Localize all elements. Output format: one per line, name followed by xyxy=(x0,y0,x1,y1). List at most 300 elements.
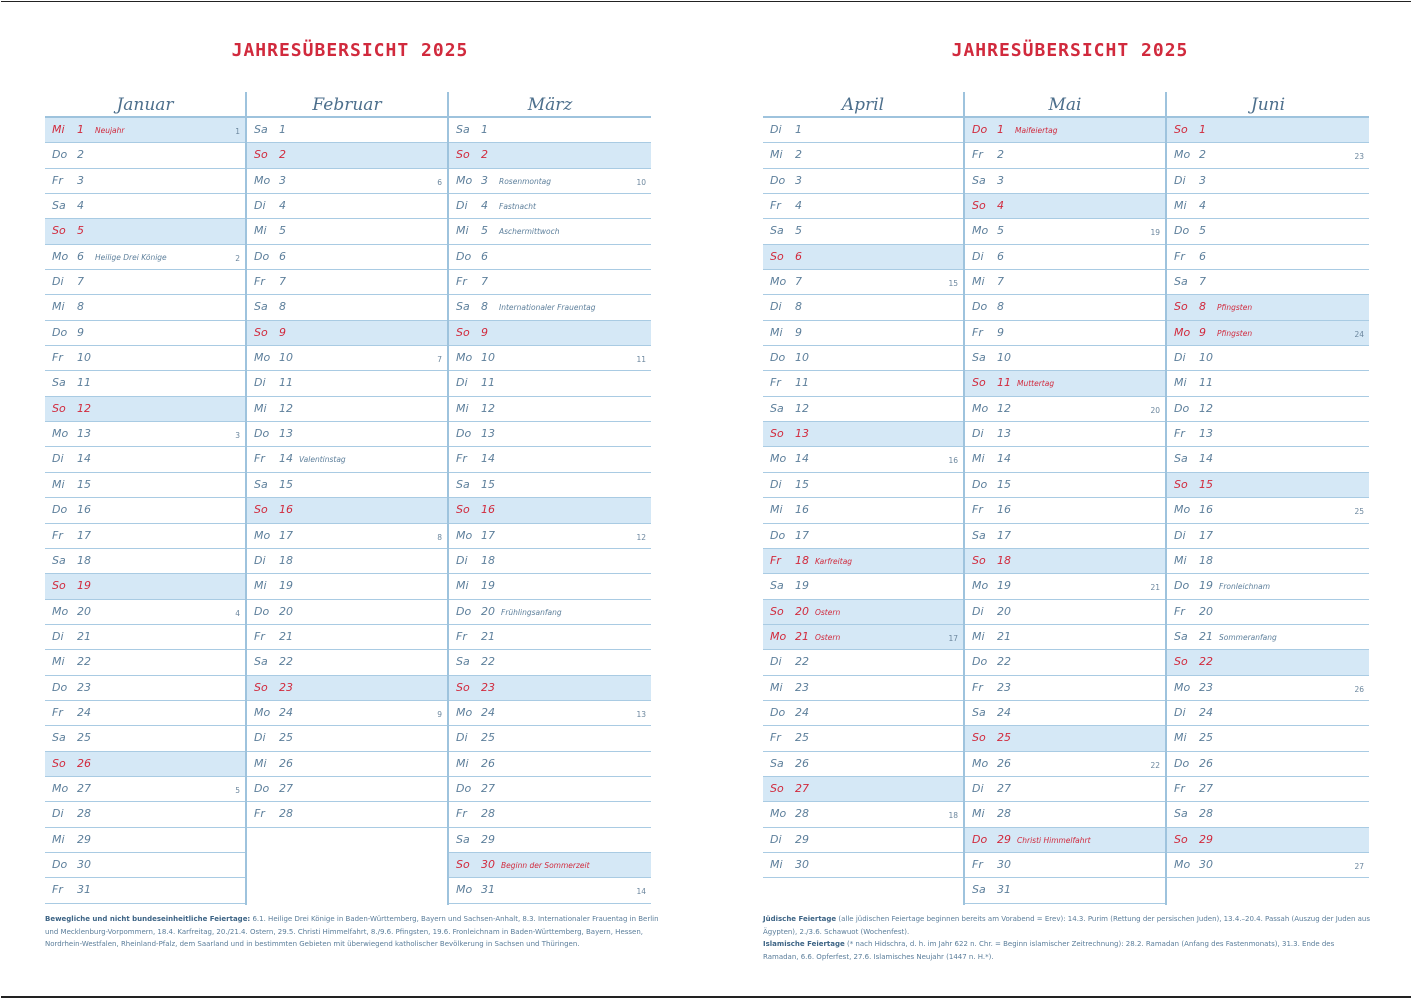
day-row[interactable] xyxy=(45,270,245,295)
day-row[interactable] xyxy=(45,549,245,574)
day-row[interactable] xyxy=(763,143,963,168)
day-row[interactable] xyxy=(45,574,245,599)
day-row[interactable] xyxy=(247,169,447,194)
day-number: 12 xyxy=(481,401,495,415)
day-row[interactable] xyxy=(965,321,1165,346)
day-row[interactable] xyxy=(247,625,447,650)
day-row[interactable] xyxy=(965,245,1165,270)
weekday: Sa xyxy=(972,705,986,719)
weekday: Fr xyxy=(770,199,781,213)
day-row[interactable] xyxy=(763,346,963,371)
week-number: 13 xyxy=(636,709,646,719)
day-number: 14 xyxy=(1199,452,1213,466)
day-number: 1 xyxy=(795,123,802,136)
week-number: 16 xyxy=(948,456,958,466)
day-number: 6 xyxy=(279,249,286,263)
day-row[interactable] xyxy=(763,777,963,802)
day-row[interactable] xyxy=(763,473,963,498)
holiday-label: Beginn der Sommerzeit xyxy=(501,860,590,870)
day-row[interactable] xyxy=(449,726,651,751)
day-row[interactable] xyxy=(763,447,963,472)
day-row[interactable] xyxy=(1167,270,1369,295)
weekday: Mo xyxy=(770,807,787,821)
weekday: Mi xyxy=(254,224,267,238)
day-number: 17 xyxy=(997,528,1011,542)
day-row[interactable] xyxy=(1167,371,1369,396)
day-row[interactable] xyxy=(449,194,651,219)
day-number: 4 xyxy=(997,199,1004,213)
day-row[interactable] xyxy=(1167,295,1369,320)
holiday-label: Pfingsten xyxy=(1217,303,1253,313)
day-row[interactable] xyxy=(965,701,1165,726)
day-row[interactable] xyxy=(965,194,1165,219)
day-row[interactable] xyxy=(1167,118,1369,143)
day-number: 14 xyxy=(77,452,91,466)
day-row[interactable] xyxy=(449,371,651,396)
day-number: 7 xyxy=(1199,275,1206,289)
day-row[interactable] xyxy=(45,701,245,726)
day-row[interactable] xyxy=(763,752,963,777)
weekday: Di xyxy=(770,477,782,491)
day-row[interactable] xyxy=(763,422,963,447)
day-row[interactable] xyxy=(1167,143,1369,168)
weekday: So xyxy=(972,376,986,390)
day-row[interactable] xyxy=(965,574,1165,599)
day-number: 21 xyxy=(481,629,495,643)
weekday: Do xyxy=(1174,401,1190,415)
day-number: 3 xyxy=(997,173,1004,187)
day-row[interactable] xyxy=(1167,701,1369,726)
day-row[interactable] xyxy=(45,422,245,447)
week-number: 14 xyxy=(636,887,646,897)
week-number: 22 xyxy=(1150,760,1160,770)
day-row[interactable] xyxy=(247,473,447,498)
day-row[interactable] xyxy=(247,600,447,625)
day-row[interactable] xyxy=(1167,752,1369,777)
day-row[interactable] xyxy=(1167,194,1369,219)
day-number: 24 xyxy=(279,705,293,719)
day-row[interactable] xyxy=(763,397,963,422)
day-number: 19 xyxy=(279,579,293,593)
day-row[interactable] xyxy=(45,498,245,523)
day-number: 26 xyxy=(481,756,495,770)
day-row[interactable] xyxy=(763,853,963,878)
day-number: 11 xyxy=(997,376,1011,390)
day-number: 2 xyxy=(279,148,286,162)
day-row[interactable] xyxy=(1167,600,1369,625)
day-row[interactable] xyxy=(965,447,1165,472)
weekday: Fr xyxy=(972,503,983,517)
holiday-label: Aschermittwoch xyxy=(499,227,560,237)
day-number: 8 xyxy=(795,300,802,314)
month-name: Januar xyxy=(45,92,245,118)
day-row[interactable] xyxy=(45,371,245,396)
day-row[interactable] xyxy=(449,397,651,422)
day-row[interactable] xyxy=(247,777,447,802)
weekday: Fr xyxy=(52,173,63,187)
day-number: 24 xyxy=(77,705,91,719)
day-row[interactable] xyxy=(965,371,1165,396)
weekday: Fr xyxy=(972,680,983,694)
day-number: 21 xyxy=(279,629,293,643)
day-row[interactable] xyxy=(1167,447,1369,472)
day-number: 19 xyxy=(481,579,495,593)
jewish-holidays-label: Jüdische Feiertage xyxy=(763,915,837,923)
day-row[interactable] xyxy=(1167,726,1369,751)
day-row[interactable] xyxy=(247,676,447,701)
day-row[interactable] xyxy=(45,169,245,194)
day-row[interactable] xyxy=(763,524,963,549)
day-row[interactable] xyxy=(449,878,651,903)
day-row[interactable] xyxy=(449,422,651,447)
day-row[interactable] xyxy=(965,422,1165,447)
day-row[interactable] xyxy=(1167,346,1369,371)
day-row[interactable] xyxy=(45,397,245,422)
weekday: Mo xyxy=(1174,503,1191,517)
day-row[interactable] xyxy=(763,498,963,523)
day-row[interactable] xyxy=(763,321,963,346)
day-row[interactable] xyxy=(449,219,651,244)
day-number: 7 xyxy=(997,275,1004,289)
day-number: 27 xyxy=(997,781,1011,795)
day-row[interactable] xyxy=(449,498,651,523)
day-row[interactable] xyxy=(965,219,1165,244)
day-row[interactable] xyxy=(1167,397,1369,422)
day-row[interactable] xyxy=(247,524,447,549)
day-number: 28 xyxy=(481,807,495,821)
day-row[interactable] xyxy=(449,118,651,143)
day-number: 14 xyxy=(481,452,495,466)
day-row[interactable] xyxy=(247,549,447,574)
day-row[interactable] xyxy=(247,245,447,270)
day-row[interactable] xyxy=(763,245,963,270)
day-row[interactable] xyxy=(965,600,1165,625)
day-row[interactable] xyxy=(449,828,651,853)
week-number: 26 xyxy=(1354,684,1364,694)
day-row[interactable] xyxy=(449,752,651,777)
day-row[interactable] xyxy=(45,600,245,625)
day-row[interactable] xyxy=(1167,169,1369,194)
day-row[interactable] xyxy=(247,371,447,396)
day-row[interactable] xyxy=(247,321,447,346)
day-row[interactable] xyxy=(763,701,963,726)
day-row[interactable] xyxy=(965,878,1165,903)
day-row[interactable] xyxy=(965,397,1165,422)
weekday: Mi xyxy=(1174,199,1187,213)
day-number: 3 xyxy=(77,173,84,187)
day-row[interactable] xyxy=(449,447,651,472)
weekday: Mo xyxy=(456,173,473,187)
day-row[interactable] xyxy=(1167,219,1369,244)
day-row[interactable] xyxy=(965,777,1165,802)
month-name: Februar xyxy=(247,92,447,118)
day-row[interactable] xyxy=(247,574,447,599)
day-row[interactable] xyxy=(1167,498,1369,523)
day-number: 5 xyxy=(77,224,84,238)
day-row[interactable] xyxy=(965,169,1165,194)
day-row[interactable] xyxy=(247,422,447,447)
weekday: Fr xyxy=(972,148,983,162)
day-number: 8 xyxy=(1199,300,1206,314)
day-row[interactable] xyxy=(965,726,1165,751)
holiday-label: Fastnacht xyxy=(499,202,536,212)
day-row[interactable] xyxy=(45,777,245,802)
day-number: 5 xyxy=(795,224,802,238)
day-row[interactable] xyxy=(965,473,1165,498)
weekday: Do xyxy=(52,148,68,162)
weekday: Do xyxy=(52,503,68,517)
day-row[interactable] xyxy=(247,219,447,244)
day-number: 12 xyxy=(997,401,1011,415)
day-row[interactable] xyxy=(247,270,447,295)
day-row[interactable] xyxy=(1167,549,1369,574)
day-row[interactable] xyxy=(247,194,447,219)
day-number: 28 xyxy=(77,807,91,821)
weekday: Di xyxy=(254,376,266,390)
day-number: 13 xyxy=(997,427,1011,441)
day-number: 16 xyxy=(77,503,91,517)
day-row[interactable] xyxy=(45,295,245,320)
day-row[interactable] xyxy=(449,701,651,726)
weekday: Di xyxy=(770,123,782,136)
day-row[interactable] xyxy=(763,371,963,396)
day-row[interactable] xyxy=(449,802,651,827)
day-row[interactable] xyxy=(449,600,651,625)
day-row[interactable] xyxy=(965,625,1165,650)
day-number: 28 xyxy=(997,807,1011,821)
day-row[interactable] xyxy=(247,498,447,523)
day-number: 20 xyxy=(997,604,1011,618)
day-row[interactable] xyxy=(449,295,651,320)
day-row[interactable] xyxy=(45,650,245,675)
day-row[interactable] xyxy=(45,802,245,827)
day-number: 17 xyxy=(77,528,91,542)
day-row[interactable] xyxy=(965,346,1165,371)
day-row[interactable] xyxy=(247,752,447,777)
day-row[interactable] xyxy=(45,219,245,244)
day-row[interactable] xyxy=(965,650,1165,675)
day-row[interactable] xyxy=(763,194,963,219)
weekday: Di xyxy=(770,300,782,314)
weekday: Sa xyxy=(770,224,784,238)
day-row[interactable] xyxy=(965,549,1165,574)
weekday: Do xyxy=(456,427,472,441)
day-row[interactable] xyxy=(965,676,1165,701)
day-row[interactable] xyxy=(45,245,245,270)
day-row[interactable] xyxy=(449,270,651,295)
day-row[interactable] xyxy=(449,549,651,574)
day-row[interactable] xyxy=(45,346,245,371)
day-row[interactable] xyxy=(45,625,245,650)
weekday: So xyxy=(52,756,66,770)
day-row[interactable] xyxy=(1167,524,1369,549)
week-number: 11 xyxy=(636,355,646,365)
day-row[interactable] xyxy=(1167,777,1369,802)
day-row[interactable] xyxy=(449,321,651,346)
day-number: 2 xyxy=(77,148,84,162)
weekday: Do xyxy=(52,857,68,871)
day-row[interactable] xyxy=(45,321,245,346)
day-row[interactable] xyxy=(763,118,963,143)
weekday: Sa xyxy=(254,123,268,136)
day-row[interactable] xyxy=(45,473,245,498)
day-row[interactable] xyxy=(965,853,1165,878)
day-number: 17 xyxy=(795,528,809,542)
day-row[interactable] xyxy=(1167,321,1369,346)
day-row[interactable] xyxy=(763,270,963,295)
day-row[interactable] xyxy=(1167,625,1369,650)
day-row[interactable] xyxy=(247,295,447,320)
day-row[interactable] xyxy=(1167,853,1369,878)
day-row[interactable] xyxy=(45,828,245,853)
day-row[interactable] xyxy=(45,447,245,472)
day-row[interactable] xyxy=(965,752,1165,777)
month-column-4 xyxy=(965,92,1167,905)
day-row[interactable] xyxy=(247,726,447,751)
day-row[interactable] xyxy=(763,726,963,751)
day-row[interactable] xyxy=(45,752,245,777)
day-row[interactable] xyxy=(449,346,651,371)
day-row[interactable] xyxy=(45,143,245,168)
day-row[interactable] xyxy=(763,169,963,194)
weekday: Fr xyxy=(770,376,781,390)
day-row[interactable] xyxy=(449,650,651,675)
day-row[interactable] xyxy=(1167,650,1369,675)
day-number: 7 xyxy=(77,275,84,289)
day-row[interactable] xyxy=(247,701,447,726)
day-number: 13 xyxy=(77,427,91,441)
day-row[interactable] xyxy=(247,118,447,143)
day-number: 5 xyxy=(481,224,488,238)
month-column-5 xyxy=(1167,92,1369,905)
week-number: 6 xyxy=(437,177,442,187)
day-row[interactable] xyxy=(965,270,1165,295)
day-row[interactable] xyxy=(1167,245,1369,270)
day-number: 22 xyxy=(1199,655,1213,669)
day-number: 25 xyxy=(279,731,293,745)
day-number: 26 xyxy=(795,756,809,770)
day-row[interactable] xyxy=(1167,422,1369,447)
day-row[interactable] xyxy=(449,574,651,599)
day-row[interactable] xyxy=(763,219,963,244)
day-row[interactable] xyxy=(45,676,245,701)
day-row[interactable] xyxy=(763,676,963,701)
day-row[interactable] xyxy=(965,295,1165,320)
month-name: Juni xyxy=(1167,92,1369,118)
weekday: So xyxy=(456,680,470,694)
day-row[interactable] xyxy=(449,853,651,878)
day-row[interactable] xyxy=(45,524,245,549)
day-row[interactable] xyxy=(763,549,963,574)
day-row[interactable] xyxy=(1167,828,1369,853)
day-row[interactable] xyxy=(247,397,447,422)
day-row[interactable] xyxy=(247,346,447,371)
day-row[interactable] xyxy=(965,524,1165,549)
weekday: Mi xyxy=(770,325,783,339)
day-row[interactable] xyxy=(45,726,245,751)
day-number: 20 xyxy=(279,604,293,618)
day-row[interactable] xyxy=(763,295,963,320)
weekday: Mi xyxy=(972,807,985,821)
day-row[interactable] xyxy=(449,676,651,701)
day-number: 27 xyxy=(1199,781,1213,795)
weekday: Di xyxy=(254,731,266,745)
weekday: Mo xyxy=(52,249,69,263)
day-row[interactable] xyxy=(965,802,1165,827)
day-number: 23 xyxy=(77,680,91,694)
day-number: 15 xyxy=(481,477,495,491)
weekday: So xyxy=(770,427,784,441)
weekday: So xyxy=(456,857,470,871)
day-row[interactable] xyxy=(1167,802,1369,827)
day-number: 11 xyxy=(77,376,91,390)
day-number: 16 xyxy=(795,503,809,517)
day-row[interactable] xyxy=(763,574,963,599)
day-row[interactable] xyxy=(763,802,963,827)
day-row[interactable] xyxy=(449,143,651,168)
weekday: Mi xyxy=(254,756,267,770)
weekday: Mi xyxy=(52,300,65,314)
day-row[interactable] xyxy=(45,194,245,219)
day-row[interactable] xyxy=(247,802,447,827)
weekday: Do xyxy=(1174,224,1190,238)
day-number: 9 xyxy=(77,325,84,339)
day-row[interactable] xyxy=(965,828,1165,853)
day-row[interactable] xyxy=(965,498,1165,523)
weekday: Sa xyxy=(52,553,66,567)
holiday-label: Maifeiertag xyxy=(1015,126,1058,135)
day-row[interactable] xyxy=(763,828,963,853)
day-row[interactable] xyxy=(45,118,245,143)
day-number: 18 xyxy=(279,553,293,567)
day-row[interactable] xyxy=(1167,574,1369,599)
weekday: Mi xyxy=(972,275,985,289)
day-number: 7 xyxy=(481,275,488,289)
weekday: Do xyxy=(972,300,988,314)
day-row[interactable] xyxy=(449,473,651,498)
day-row[interactable] xyxy=(247,447,447,472)
day-row[interactable] xyxy=(449,524,651,549)
day-number: 21 xyxy=(77,629,91,643)
day-row[interactable] xyxy=(45,878,245,903)
day-row[interactable] xyxy=(965,143,1165,168)
day-row[interactable] xyxy=(247,650,447,675)
day-row[interactable] xyxy=(45,853,245,878)
day-number: 22 xyxy=(997,655,1011,669)
islamic-holidays-label: Islamische Feiertage xyxy=(763,940,845,948)
holiday-label: Frühlingsanfang xyxy=(501,607,562,617)
day-row[interactable] xyxy=(449,625,651,650)
day-row[interactable] xyxy=(763,600,963,625)
day-row[interactable] xyxy=(247,143,447,168)
day-row[interactable] xyxy=(1167,473,1369,498)
day-row[interactable] xyxy=(449,245,651,270)
day-number: 18 xyxy=(795,553,809,567)
day-row[interactable] xyxy=(965,118,1165,143)
day-number: 2 xyxy=(1199,148,1206,162)
day-row[interactable] xyxy=(763,625,963,650)
weekday: Fr xyxy=(1174,427,1185,441)
week-number: 27 xyxy=(1354,861,1364,871)
day-row[interactable] xyxy=(449,777,651,802)
week-number: 24 xyxy=(1354,329,1364,339)
day-row[interactable] xyxy=(1167,676,1369,701)
weekday: Mo xyxy=(456,705,473,719)
weekday: Sa xyxy=(972,351,986,365)
weekday: Mo xyxy=(254,351,271,365)
day-row[interactable] xyxy=(449,169,651,194)
day-row[interactable] xyxy=(763,650,963,675)
